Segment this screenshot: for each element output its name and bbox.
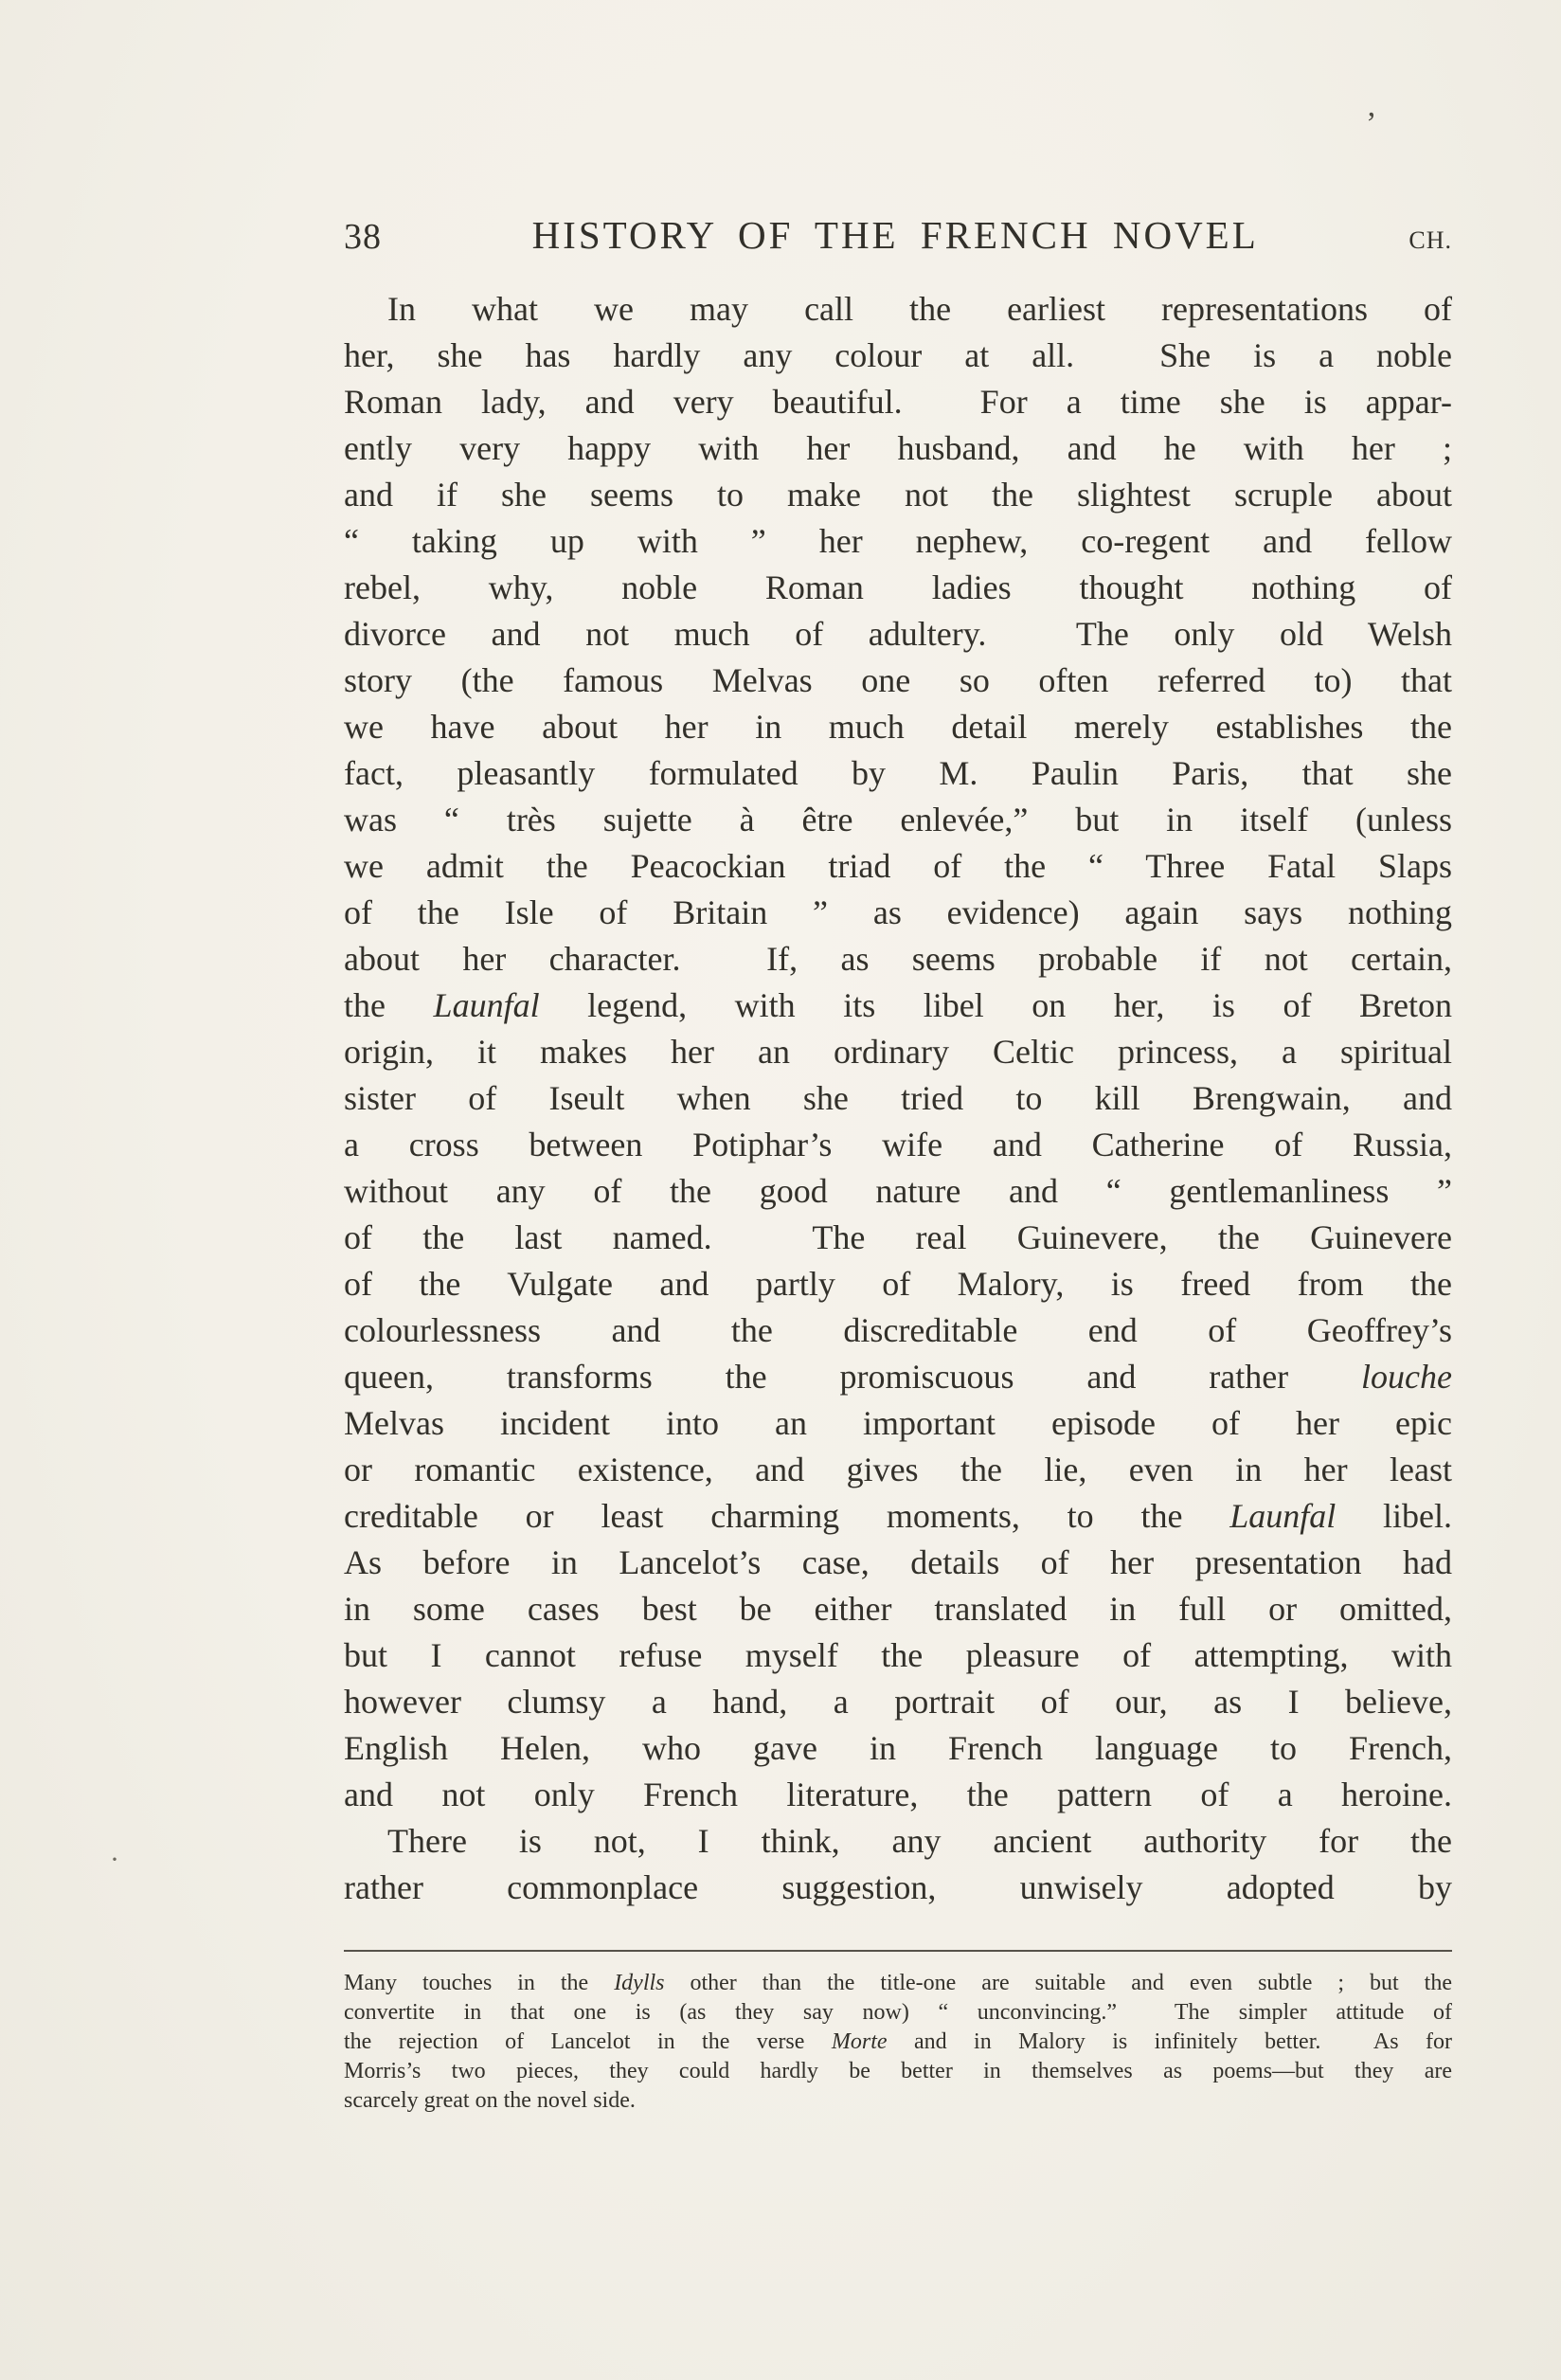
text-line: rather commonplace suggestion, unwisely adopted by [344, 1868, 1452, 1906]
text-line: ently very happy with her husband, and he with her ; [344, 429, 1452, 467]
text-line: scarcely great on the novel side. [344, 2088, 636, 2113]
text-line: story (the famous Melvas one so often referred to) that [344, 661, 1452, 699]
text-line: about her character. If, as seems probable if not certain, [344, 940, 1452, 978]
text-line: but I cannot refuse myself the pleasure of attempting, with [344, 1636, 1452, 1674]
text-line: Morris’s two pieces, they could hardly be better in themselves as poems—but they are [344, 2059, 1452, 2083]
page-number: 38 [344, 217, 382, 257]
footnote-rule [344, 1950, 1452, 1952]
text-line: convertite in that one is (as they say now) “ unconvincing.” The simpler attitude of [344, 2000, 1452, 2025]
text-line: English Helen, who gave in French language to French, [344, 1729, 1452, 1767]
text-line: of the Isle of Britain ” as evidence) again says nothing [344, 893, 1452, 931]
text-line: of the Vulgate and partly of Malory, is freed from the [344, 1265, 1452, 1303]
text-line: or romantic existence, and gives the lie, even in her least [344, 1451, 1452, 1488]
text-line: however clumsy a hand, a portrait of our, as I believe, [344, 1683, 1452, 1721]
text-line: creditable or least charming moments, to the Launfal libel. [344, 1497, 1453, 1535]
text-line: queen, transforms the promiscuous and rather louche [344, 1358, 1452, 1396]
text-line: the rejection of Lancelot in the verse Morte and in Malory is infinitely better. As for [344, 2029, 1452, 2054]
footnote [344, 1969, 1452, 2116]
text-line: was “ très sujette à être enlevée,” but in itself (unless [344, 801, 1452, 838]
text-line: Melvas incident into an important episode of her epic [344, 1404, 1452, 1442]
text-line: in some cases best be either translated in full or omitted, [344, 1590, 1452, 1628]
text-line: sister of Iseult when she tried to kill Brengwain, and [344, 1079, 1452, 1117]
body-text [344, 286, 1452, 1911]
text-line: her, she has hardly any colour at all. She is a noble [344, 336, 1452, 374]
text-line: divorce and not much of adultery. The only old Welsh [344, 615, 1452, 653]
text-line: origin, it makes her an ordinary Celtic princess, a spiritual [344, 1033, 1452, 1071]
text-line: a cross between Potiphar’s wife and Catherine of Russia, [344, 1126, 1452, 1163]
text-line: the Launfal legend, with its libel on her, is of Breton [344, 986, 1453, 1024]
text-line: As before in Lancelot’s case, details of her presentation had [344, 1543, 1452, 1581]
page-header [344, 212, 1452, 258]
paragraph [344, 1969, 1452, 2116]
text-line: There is not, I think, any ancient authority for the [387, 1822, 1452, 1860]
text-line: of the last named. The real Guinevere, the Guinevere [344, 1218, 1452, 1256]
running-title: HISTORY OF THE FRENCH NOVEL [531, 213, 1259, 257]
paragraph [344, 1818, 1452, 1911]
chapter-marker: CH. [1408, 226, 1452, 254]
paragraph [344, 286, 1452, 1818]
text-line: colourlessness and the discreditable end of Geoffrey’s [344, 1311, 1452, 1349]
text-line: rebel, why, noble Roman ladies thought nothing of [344, 568, 1452, 606]
text-line: without any of the good nature and “ gentlemanliness ” [344, 1172, 1452, 1210]
text-line: Many touches in the Idylls other than the title-one are suitable and even subtle ; but the [344, 1971, 1452, 1995]
text-line: In what we may call the earliest representations of [387, 290, 1452, 328]
text-line: “ taking up with ” her nephew, co-regent and fellow [344, 522, 1452, 560]
scan-artifact-dot: · [110, 1844, 119, 1875]
text-line: and not only French literature, the pattern of a heroine. [344, 1776, 1452, 1813]
text-line: we admit the Peacockian triad of the “ Three Fatal Slaps [344, 847, 1452, 885]
text-line: we have about her in much detail merely establishes the [344, 708, 1452, 746]
text-line: and if she seems to make not the slightest scruple about [344, 476, 1452, 514]
text-line: Roman lady, and very beautiful. For a time she is appar- [344, 383, 1452, 421]
scan-artifact-mark: ’ [1366, 106, 1377, 141]
text-line: fact, pleasantly formulated by M. Paulin Paris, that she [344, 754, 1452, 792]
